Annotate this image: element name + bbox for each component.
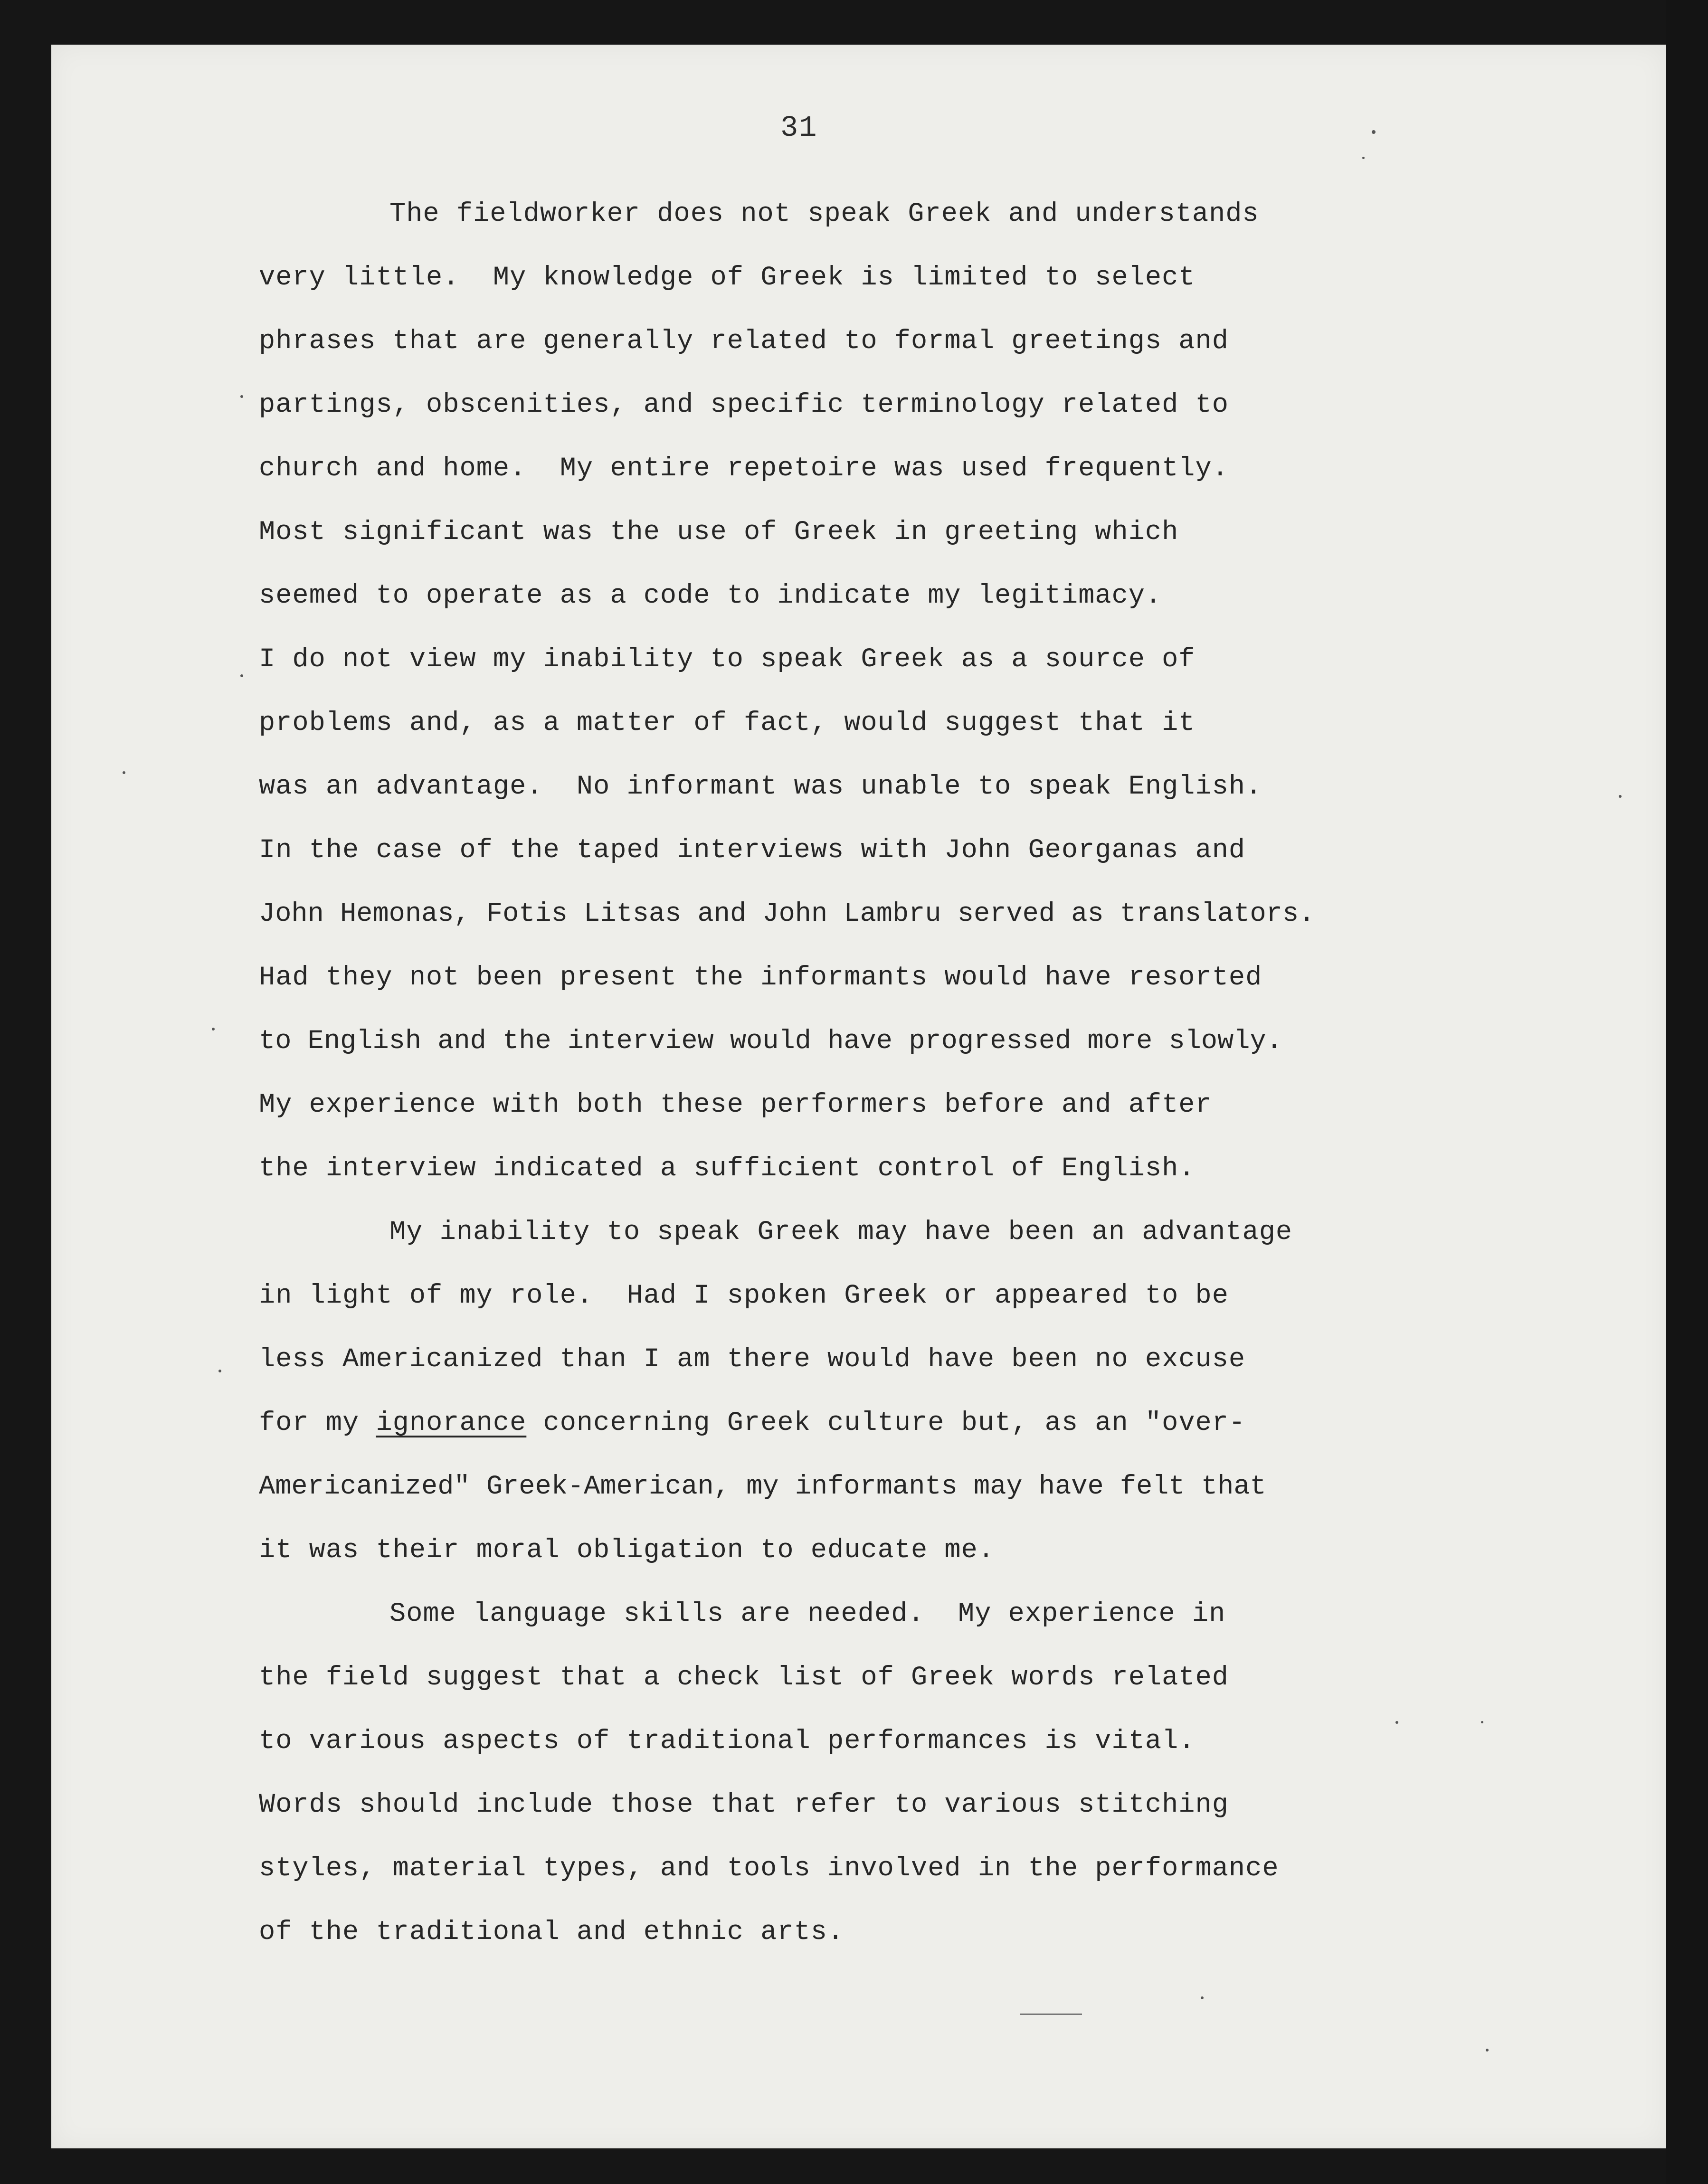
- text-line: John Hemonas, Fotis Litsas and John Lambru served as translators.: [259, 899, 1315, 929]
- typewritten-page: [51, 45, 1666, 2148]
- scan-speck: [1201, 1996, 1204, 1999]
- text-line-underlined: [259, 1391, 1589, 1455]
- text-line: church and home. My entire repetoire was used frequently.: [259, 454, 1229, 484]
- text-line: Americanized" Greek-American, my informants may have felt that: [259, 1472, 1266, 1502]
- scan-speck: [1481, 1721, 1483, 1723]
- scan-speck: [240, 395, 243, 398]
- text-line: less Americanized than I am there would have been no excuse: [259, 1344, 1246, 1375]
- text-line: The fieldworker does not speak Greek and understands: [389, 199, 1259, 229]
- scan-speck: [212, 1028, 215, 1031]
- scan-mark: [1020, 2014, 1082, 2015]
- text-fragment: for my: [259, 1408, 376, 1438]
- scan-speck: [1362, 157, 1365, 159]
- text-line: seemed to operate as a code to indicate my legitimacy.: [259, 581, 1162, 611]
- scan-speck: [1486, 2049, 1489, 2052]
- page-number: 31: [780, 111, 818, 145]
- text-line: phrases that are generally related to formal greetings and: [259, 326, 1229, 357]
- text-line: it was their moral obligation to educate me.: [259, 1535, 995, 1566]
- scan-speck: [1395, 1721, 1398, 1724]
- scan-speck: [218, 1370, 221, 1372]
- scan-speck: [1619, 795, 1622, 798]
- scan-speck: [123, 771, 125, 774]
- text-line: problems and, as a matter of fact, would suggest that it: [259, 708, 1196, 738]
- text-line: was an advantage. No informant was unable to speak English.: [259, 772, 1262, 802]
- text-line: to various aspects of traditional performances is vital.: [259, 1726, 1196, 1757]
- underlined-word: ignorance: [376, 1408, 527, 1438]
- text-line: My inability to speak Greek may have been an advantage: [389, 1217, 1293, 1248]
- text-line: of the traditional and ethnic arts.: [259, 1917, 845, 1948]
- text-line: Words should include those that refer to various stitching: [259, 1790, 1229, 1820]
- text-line: styles, material types, and tools involved in the performance: [259, 1853, 1279, 1884]
- scan-speck: [1372, 130, 1376, 134]
- text-line: My experience with both these performers before and after: [259, 1090, 1212, 1120]
- text-line: Some language skills are needed. My experience in: [389, 1599, 1226, 1629]
- text-line: partings, obscenities, and specific terminology related to: [259, 390, 1229, 420]
- text-fragment: concerning Greek culture but, as an "over-: [526, 1408, 1246, 1438]
- body-text: [259, 182, 1589, 1964]
- text-line: the interview indicated a sufficient control of English.: [259, 1153, 1196, 1184]
- text-line: to English and the interview would have progressed more slowly.: [259, 1026, 1282, 1057]
- text-line: Most significant was the use of Greek in greeting which: [259, 517, 1179, 548]
- text-line: Had they not been present the informants would have resorted: [259, 963, 1262, 993]
- scan-edge: [1666, 0, 1708, 2184]
- text-line: very little. My knowledge of Greek is limited to select: [259, 263, 1196, 293]
- text-line: the field suggest that a check list of Greek words related: [259, 1663, 1229, 1693]
- text-line: In the case of the taped interviews with John Georganas and: [259, 835, 1246, 866]
- scan-speck: [240, 674, 243, 677]
- text-line: in light of my role. Had I spoken Greek or appeared to be: [259, 1281, 1229, 1311]
- text-line: I do not view my inability to speak Greek as a source of: [259, 644, 1196, 675]
